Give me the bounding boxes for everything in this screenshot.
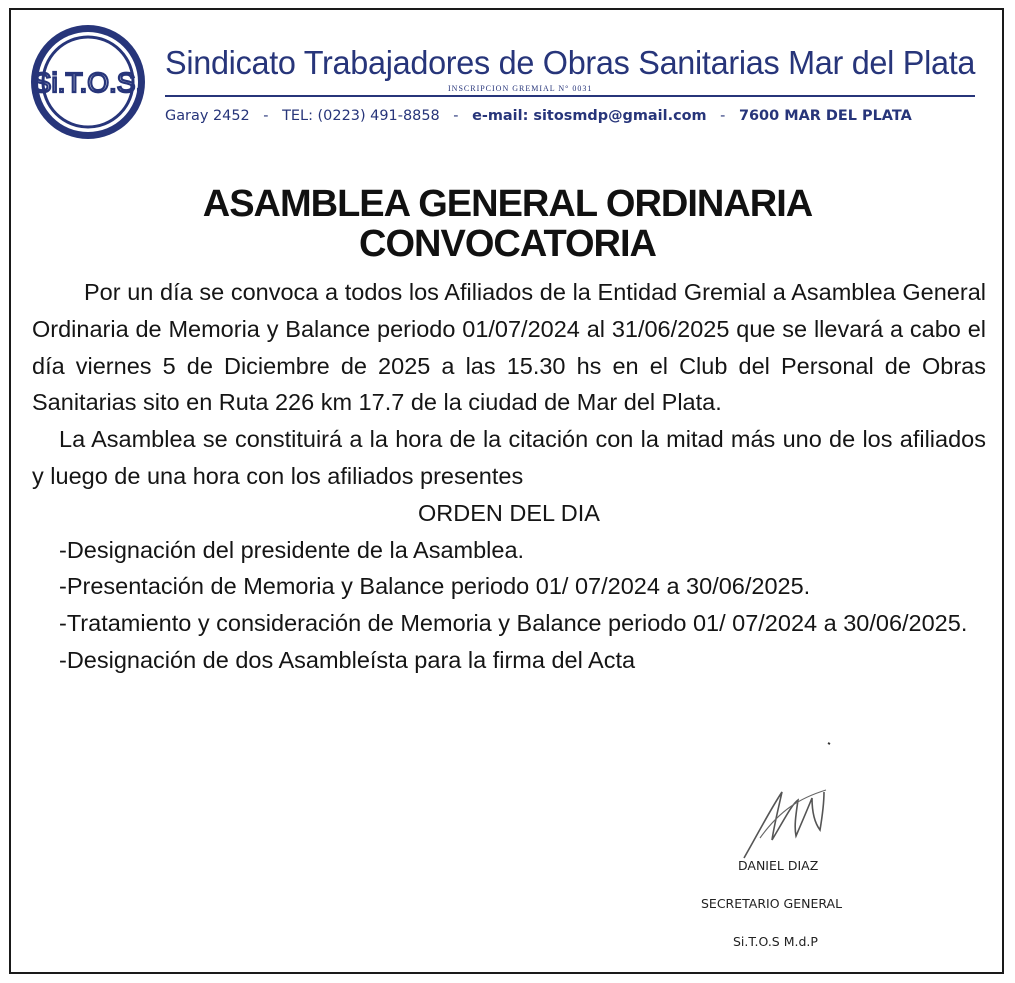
notice-body xyxy=(32,274,986,679)
signatory-name: DANIEL DIAZ xyxy=(738,858,819,873)
title-line-2: CONVOCATORIA xyxy=(359,223,656,265)
city: 7600 MAR DEL PLATA xyxy=(738,108,912,124)
agenda-item: -Tratamiento y consideración de Memoria y Balance periodo 01/ 07/2024 a 30/06/2025. xyxy=(59,610,968,637)
signatory-role: SECRETARIO GENERAL xyxy=(701,896,843,911)
email: e-mail: sitosmdp@gmail.com xyxy=(472,108,707,124)
separator: - xyxy=(263,108,269,124)
title-line-1: ASAMBLEA GENERAL ORDINARIA xyxy=(202,183,813,225)
agenda-title: ORDEN DEL DIA xyxy=(418,499,600,526)
handwritten-signature xyxy=(700,740,900,870)
agenda-item: -Presentación de Memoria y Balance periodo 01/ 07/2024 a 30/06/2025. xyxy=(59,573,811,600)
signature-block xyxy=(700,740,900,873)
separator: - xyxy=(453,108,459,124)
address: Garay 2452 xyxy=(165,108,250,124)
notice-title xyxy=(0,184,1015,264)
paragraph-convocation: Por un día se convoca a todos los Afiliados de la Entidad Gremial a Asamblea General Ordinaria de Memoria y Balance periodo 01/07/2024 al 31/06/2025 que se llevará a cabo el día viernes 5 de Diciembre de 2025 a las 15.30 hs en el Club del Personal de Obras Sanitarias sito en Ruta 226 km 17.7 de la ciudad de Mar del Plata. xyxy=(32,279,986,416)
inscription-text: INSCRIPCION GREMIAL N° 0031 xyxy=(448,84,593,93)
sitos-seal-logo xyxy=(28,22,148,142)
paragraph-quorum: La Asamblea se constituirá a la hora de la citación con la mitad más uno de los afiliados y luego de una hora con los afiliados presentes xyxy=(32,426,986,489)
phone: TEL: (0223) 491-8858 xyxy=(282,108,440,124)
separator: - xyxy=(720,108,726,124)
contact-line xyxy=(165,108,977,124)
header-rule xyxy=(165,95,975,97)
signatory-org: Si.T.O.S M.d.P xyxy=(733,934,818,949)
seal-text: Si.T.O.S. xyxy=(32,67,144,98)
agenda-item: -Designación de dos Asambleísta para la firma del Acta xyxy=(59,646,636,673)
agenda-item: -Designación del presidente de la Asamblea. xyxy=(59,536,525,563)
organization-name: Sindicato Trabajadores de Obras Sanitarias Mar del Plata xyxy=(165,44,976,81)
